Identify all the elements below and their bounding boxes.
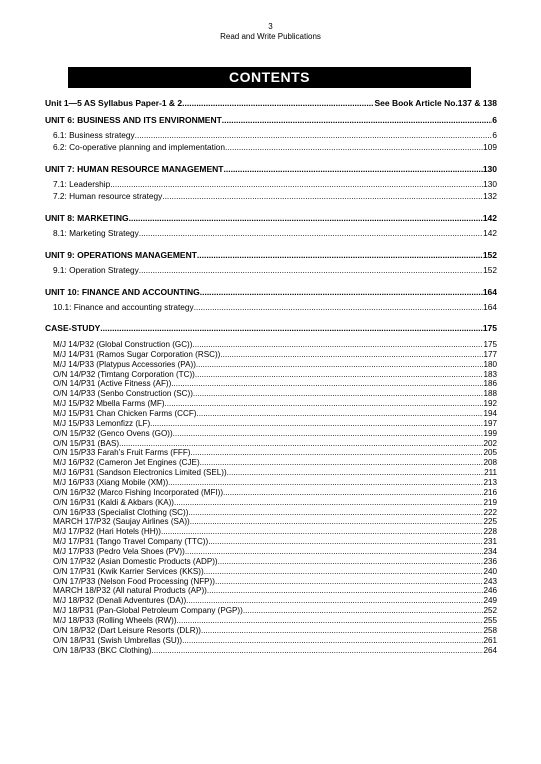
toc-case-entry[interactable] bbox=[45, 488, 497, 498]
toc-entry-title: M/J 17/P33 (Pedro Vela Shoes (PV)) bbox=[53, 547, 185, 557]
dot-leader bbox=[135, 129, 493, 141]
dot-leader bbox=[223, 488, 483, 498]
toc-entry-title: O/N 14/P31 (Active Fitness (AF)) bbox=[53, 379, 172, 389]
toc-case-entry[interactable] bbox=[45, 636, 497, 646]
dot-leader bbox=[174, 498, 483, 508]
toc-case-entry[interactable] bbox=[45, 547, 497, 557]
toc-unit-heading[interactable] bbox=[45, 111, 497, 129]
toc-entry-title: M/J 17/P31 (Tango Travel Company (TTC)) bbox=[53, 537, 209, 547]
toc-entry-title: M/J 18/P33 (Rolling Wheels (RW)) bbox=[53, 616, 177, 626]
dot-leader bbox=[177, 616, 484, 626]
dot-leader bbox=[215, 577, 484, 587]
toc-case-entry[interactable] bbox=[45, 557, 497, 567]
toc-entry-page: 222 bbox=[483, 507, 497, 517]
toc-entry-page: 188 bbox=[483, 389, 497, 399]
toc-case-entry[interactable] bbox=[45, 409, 497, 419]
toc-case-entry[interactable] bbox=[45, 350, 497, 360]
toc-case-entry[interactable] bbox=[45, 577, 497, 587]
toc-entry-page: 236 bbox=[483, 556, 497, 566]
toc-case-entry[interactable] bbox=[45, 567, 497, 577]
toc-entry-title: UNIT 9: OPERATIONS MANAGEMENT bbox=[45, 250, 197, 260]
toc-entry-title: M/J 16/P32 (Cameron Jet Engines (CJE) bbox=[53, 458, 200, 468]
toc-case-entry[interactable] bbox=[45, 586, 497, 596]
page-number: 3 bbox=[268, 22, 273, 31]
dot-leader bbox=[139, 264, 483, 276]
toc-entry-page: 264 bbox=[483, 645, 497, 655]
toc-entry-title: M/J 16/P33 (Xiang Mobile (XM)) bbox=[53, 478, 169, 488]
dot-leader bbox=[100, 320, 483, 337]
toc-case-study-heading[interactable] bbox=[45, 320, 497, 337]
toc-entry-title: O/N 17/P32 (Asian Domestic Products (ADP)) bbox=[53, 556, 218, 566]
dot-leader bbox=[196, 360, 484, 370]
toc-entry-page: 211 bbox=[484, 468, 497, 478]
toc-entry-title: UNIT 6: BUSINESS AND ITS ENVIRONMENT bbox=[45, 115, 222, 125]
toc-entry-page: 225 bbox=[483, 517, 497, 527]
toc-entry-page: 228 bbox=[483, 527, 497, 537]
dot-leader bbox=[185, 547, 484, 557]
toc-case-entry[interactable] bbox=[45, 370, 497, 380]
toc-entry-title: M/J 15/P33 Lemonfizz (LF) bbox=[53, 418, 151, 428]
toc-entry-page: 109 bbox=[483, 142, 497, 152]
toc-case-entry[interactable] bbox=[45, 508, 497, 518]
toc-entry-title: 9.1: Operation Strategy bbox=[53, 265, 139, 275]
toc-case-entry[interactable] bbox=[45, 429, 497, 439]
toc-entry-title: O/N 18/P32 (Dart Leisure Resorts (DLR)) bbox=[53, 625, 201, 635]
toc-entry-page: 6 bbox=[492, 115, 497, 125]
dot-leader bbox=[162, 190, 483, 202]
dot-leader bbox=[243, 606, 484, 616]
toc-entry-page: 208 bbox=[483, 458, 497, 468]
toc-case-entry[interactable] bbox=[45, 626, 497, 636]
toc-sub-entry[interactable] bbox=[45, 227, 497, 239]
toc-entry-title: M/J 15/P31 Chan Chicken Farms (CCF) bbox=[53, 409, 197, 419]
dot-leader bbox=[193, 389, 484, 399]
toc-case-entry[interactable] bbox=[45, 458, 497, 468]
toc-entry-title: O/N 16/P32 (Marco Fishing Incorporated (MFI)) bbox=[53, 487, 224, 497]
table-of-contents bbox=[45, 95, 497, 656]
toc-case-entry[interactable] bbox=[45, 646, 497, 656]
toc-entry-title: 8.1: Marketing Strategy bbox=[53, 228, 139, 238]
dot-leader bbox=[110, 178, 483, 190]
toc-entry-page: 142 bbox=[482, 213, 497, 223]
dot-leader bbox=[129, 209, 483, 227]
toc-case-entry[interactable] bbox=[45, 360, 497, 370]
toc-case-entry[interactable] bbox=[45, 498, 497, 508]
toc-entry-title: M/J 16/P31 (Sandson Electronics Limited (SEL)) bbox=[53, 468, 227, 478]
dot-leader bbox=[200, 283, 483, 301]
dot-leader bbox=[195, 370, 484, 380]
toc-case-entry[interactable] bbox=[45, 439, 497, 449]
toc-entry-page: 6 bbox=[492, 130, 497, 140]
toc-entry-page: 234 bbox=[483, 547, 497, 557]
toc-entry-page: 252 bbox=[483, 606, 497, 616]
toc-case-entry[interactable] bbox=[45, 419, 497, 429]
toc-entry-page: 243 bbox=[483, 576, 497, 586]
toc-entry-title: Unit 1—5 AS Syllabus Paper-1 & 2 bbox=[45, 98, 183, 108]
dot-leader bbox=[224, 160, 483, 178]
dot-leader bbox=[165, 399, 484, 409]
toc-sub-entry[interactable] bbox=[45, 301, 497, 313]
toc-unit-heading[interactable] bbox=[45, 283, 497, 301]
toc-entry-title: 10.1: Finance and accounting strategy bbox=[53, 302, 194, 312]
toc-entry-title: M/J 18/P32 (Denali Adventures (DA)) bbox=[53, 596, 187, 606]
toc-entry-title: O/N 18/P33 (BKC Clothing) bbox=[53, 645, 152, 655]
toc-entry-page: 194 bbox=[483, 409, 497, 419]
toc-entry-title: M/J 17/P32 (Hari Hotels (HH)) bbox=[53, 527, 161, 537]
dot-leader bbox=[197, 246, 483, 264]
toc-entry-title: M/J 14/P32 (Global Construction (GC)) bbox=[53, 340, 193, 349]
toc-entry-page: 205 bbox=[483, 448, 497, 458]
toc-case-entry[interactable] bbox=[45, 596, 497, 606]
toc-entry-page: 164 bbox=[482, 287, 497, 297]
toc-sub-entry[interactable] bbox=[45, 190, 497, 202]
toc-entry-page: 152 bbox=[482, 250, 497, 260]
toc-entry-page: 231 bbox=[483, 537, 497, 547]
toc-entry-title: M/J 15/P32 Mbella Farms (MF) bbox=[53, 399, 165, 409]
toc-entry-title: O/N 14/P32 (Timtang Corporation (TC)) bbox=[53, 369, 195, 379]
toc-entry-title: MARCH 18/P32 (All natural Products (AP)) bbox=[53, 586, 207, 596]
dot-leader bbox=[225, 141, 483, 153]
toc-entry-page: 202 bbox=[483, 438, 497, 448]
dot-leader bbox=[139, 227, 483, 239]
toc-case-entry[interactable] bbox=[45, 478, 497, 488]
toc-entry-page: 219 bbox=[483, 497, 497, 507]
toc-entry-title: UNIT 10: FINANCE AND ACCOUNTING bbox=[45, 287, 200, 297]
toc-entry-title: O/N 17/P31 (Kwik Karrier Services (KKS)) bbox=[53, 566, 204, 576]
dot-leader bbox=[200, 458, 484, 468]
toc-case-entry[interactable] bbox=[45, 527, 497, 537]
toc-entry-title: 7.2: Human resource strategy bbox=[53, 191, 163, 201]
toc-entry-title: 6.1: Business strategy bbox=[53, 130, 135, 140]
dot-leader bbox=[207, 586, 484, 596]
toc-entry-page: 213 bbox=[483, 478, 497, 488]
dot-leader bbox=[182, 95, 374, 111]
toc-case-entry[interactable] bbox=[45, 616, 497, 626]
dot-leader bbox=[227, 468, 484, 478]
toc-entry-page: 255 bbox=[483, 616, 497, 626]
toc-entry-title: O/N 15/P31 (BAS) bbox=[53, 438, 120, 448]
toc-entry-title: O/N 15/P33 Farah’s Fruit Farms (FFF) bbox=[53, 448, 191, 458]
toc-entry-page: 175 bbox=[483, 340, 497, 349]
toc-entry-page: 132 bbox=[483, 191, 497, 201]
toc-case-entry[interactable] bbox=[45, 379, 497, 389]
publisher-name: Read and Write Publications bbox=[220, 32, 321, 41]
toc-entry-title: MARCH 17/P32 (Saujay Airlines (SA)) bbox=[53, 517, 190, 527]
dot-leader bbox=[150, 419, 483, 429]
toc-entry-syllabus[interactable] bbox=[45, 95, 497, 111]
toc-case-entry[interactable] bbox=[45, 517, 497, 527]
toc-entry-page: 249 bbox=[483, 596, 497, 606]
toc-case-entry[interactable] bbox=[45, 448, 497, 458]
toc-entry-title: O/N 15/P32 (Genco Ovens (GO)) bbox=[53, 428, 173, 438]
dot-leader bbox=[194, 301, 483, 313]
dot-leader bbox=[119, 439, 483, 449]
dot-leader bbox=[186, 596, 483, 606]
dot-leader bbox=[222, 111, 492, 129]
toc-entry-page: 180 bbox=[483, 359, 497, 369]
toc-entry-page: 216 bbox=[483, 487, 497, 497]
toc-sub-entry[interactable] bbox=[45, 264, 497, 276]
toc-entry-page: 130 bbox=[482, 164, 497, 174]
toc-entry-title: O/N 16/P31 (Kaldi & Akbars (KA)) bbox=[53, 497, 175, 507]
toc-entry-title: 7.1: Leadership bbox=[53, 179, 111, 189]
dot-leader bbox=[218, 557, 484, 567]
toc-entry-title: M/J 14/P33 (Platypus Accessories (PA)) bbox=[53, 359, 196, 369]
toc-entry-page: 240 bbox=[483, 566, 497, 576]
toc-unit-heading[interactable] bbox=[45, 160, 497, 178]
dot-leader bbox=[168, 478, 483, 488]
toc-entry-page: 186 bbox=[483, 379, 497, 389]
dot-leader bbox=[152, 646, 484, 656]
toc-entry-page: 192 bbox=[483, 399, 497, 409]
toc-sub-entry[interactable] bbox=[45, 178, 497, 190]
toc-entry-page: 177 bbox=[483, 349, 497, 359]
dot-leader bbox=[188, 508, 483, 518]
toc-entry-title: O/N 17/P33 (Nelson Food Processing (NFP)) bbox=[53, 576, 215, 586]
toc-entry-page: 261 bbox=[483, 635, 497, 645]
toc-entry-page: 142 bbox=[483, 228, 497, 238]
dot-leader bbox=[201, 626, 484, 636]
toc-entry-page: 258 bbox=[483, 625, 497, 635]
toc-case-entry[interactable] bbox=[45, 340, 497, 350]
toc-entry-page: 197 bbox=[483, 418, 497, 428]
toc-sub-entry[interactable] bbox=[45, 141, 497, 153]
dot-leader bbox=[192, 340, 483, 350]
toc-entry-title: M/J 18/P31 (Pan-Global Petroleum Company (PGP)) bbox=[53, 606, 243, 616]
contents-banner: CONTENTS bbox=[68, 67, 471, 88]
dot-leader bbox=[204, 567, 484, 577]
toc-case-entry[interactable] bbox=[45, 399, 497, 409]
toc-entry-page: 199 bbox=[483, 428, 497, 438]
dot-leader bbox=[190, 517, 484, 527]
dot-leader bbox=[190, 448, 483, 458]
toc-entry-title: 6.2: Co-operative planning and implementation bbox=[53, 142, 226, 152]
toc-entry-page: 183 bbox=[483, 369, 497, 379]
toc-case-entry[interactable] bbox=[45, 537, 497, 547]
toc-entry-title: O/N 16/P33 (Specialist Clothing (SC)) bbox=[53, 507, 189, 517]
toc-entry-title: O/N 18/P31 (Swish Umbrellas (SU)) bbox=[53, 635, 183, 645]
toc-entry-title: O/N 14/P33 (Senbo Construction (SC)) bbox=[53, 389, 193, 399]
dot-leader bbox=[171, 379, 483, 389]
toc-sub-entry[interactable] bbox=[45, 129, 497, 141]
toc-entry-page: 130 bbox=[483, 179, 497, 189]
toc-case-entry[interactable] bbox=[45, 606, 497, 616]
toc-case-entry[interactable] bbox=[45, 389, 497, 399]
toc-entry-page: 152 bbox=[483, 265, 497, 275]
toc-entry-title: UNIT 8: MARKETING bbox=[45, 213, 129, 223]
toc-entry-page: 164 bbox=[483, 302, 497, 312]
dot-leader bbox=[220, 350, 483, 360]
toc-entry-title: M/J 14/P31 (Ramos Sugar Corporation (RSC)) bbox=[53, 349, 221, 359]
toc-unit-heading[interactable] bbox=[45, 209, 497, 227]
dot-leader bbox=[173, 429, 484, 439]
toc-entry-title: CASE-STUDY bbox=[45, 323, 101, 333]
toc-entry-page: 175 bbox=[482, 323, 497, 333]
toc-unit-heading[interactable] bbox=[45, 246, 497, 264]
toc-entry-page: 246 bbox=[483, 586, 497, 596]
dot-leader bbox=[182, 636, 483, 646]
dot-leader bbox=[208, 537, 483, 547]
toc-entry-title: UNIT 7: HUMAN RESOURCE MANAGEMENT bbox=[45, 164, 224, 174]
dot-leader bbox=[196, 409, 483, 419]
dot-leader bbox=[161, 527, 484, 537]
toc-case-entry[interactable] bbox=[45, 468, 497, 478]
toc-entry-page: See Book Article No.137 & 138 bbox=[374, 98, 497, 108]
